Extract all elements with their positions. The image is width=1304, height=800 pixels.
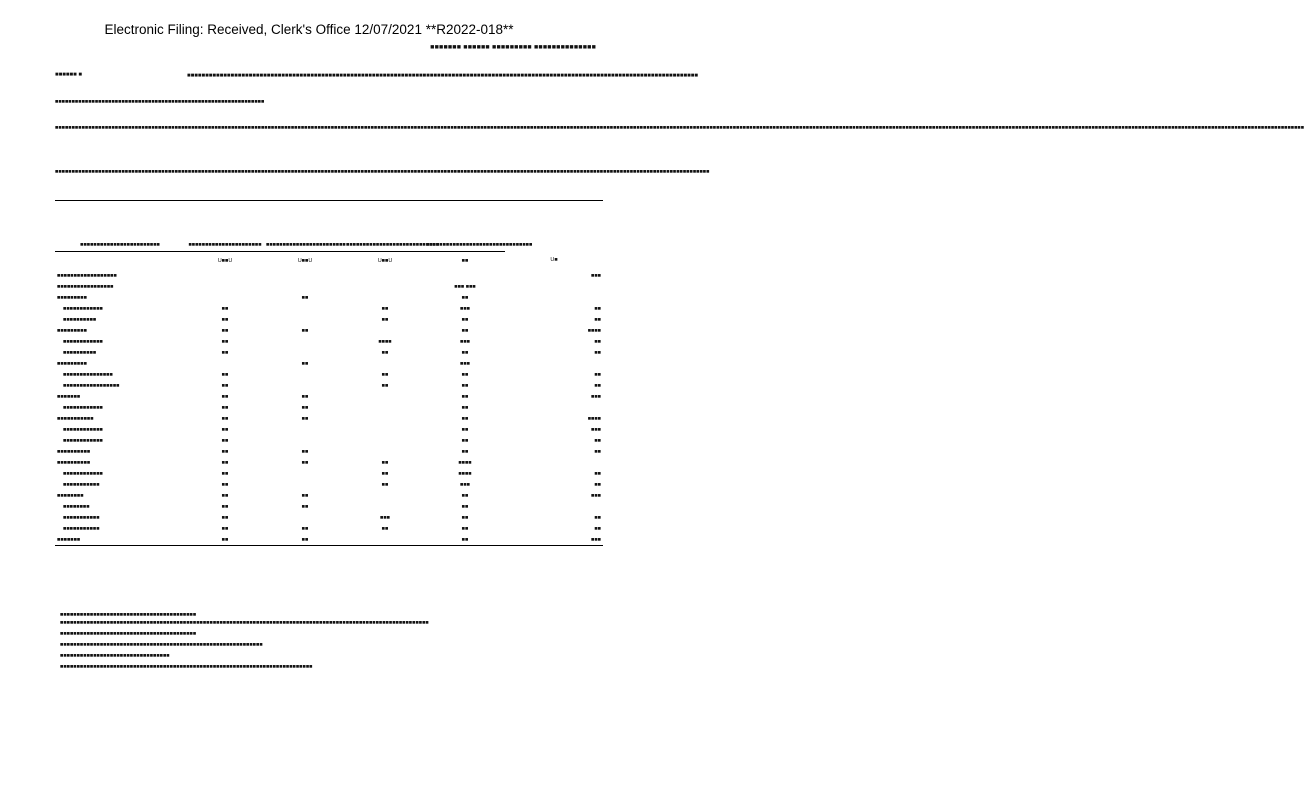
table-cell — [345, 270, 425, 281]
table-cell: ■■ — [221, 481, 229, 488]
table-cell: ■■ — [594, 382, 601, 389]
unit-cell: U■■U — [377, 257, 393, 264]
table-cell: ■■■ — [460, 360, 470, 367]
table-cell: ■■ — [221, 459, 229, 466]
table-units-row — [55, 252, 603, 271]
table-row — [55, 523, 603, 534]
table-cell: ■■ — [301, 404, 309, 411]
table-row — [55, 512, 603, 523]
table-row — [55, 391, 603, 402]
row-label: ■■■■■■■■ — [63, 503, 90, 510]
table-cell — [265, 369, 345, 380]
table-cell: ■■■ ■■■ — [454, 283, 476, 290]
unit-cell: U■■U — [297, 257, 313, 264]
filing-header: Electronic Filing: Received, Clerk's Office 12/07/2021 **R2022-018** — [104, 22, 514, 37]
table-cell — [505, 501, 603, 512]
table-cell: ■■ — [594, 338, 601, 345]
row-label: ■■■■■■■■■■■■■■■■■■ — [57, 272, 117, 279]
unit-cell — [55, 252, 185, 271]
row-label: ■■■■■■■■■■■■ — [63, 305, 103, 312]
table-cell: ■■ — [594, 316, 601, 323]
column-header-2: ■■■■■■■■■■■■■■■■■■■■■■■■ — [265, 201, 345, 252]
table-cell: ■■ — [381, 305, 389, 312]
footnote-item: ■■■■■■■■■■■■■■■■■■■■■■■■■■■■■■■■■■■■■■■■■ — [60, 631, 197, 637]
table-cell — [345, 413, 425, 424]
table-cell: ■■ — [221, 470, 229, 477]
table-cell: ■■ — [301, 503, 309, 510]
table-cell: ■■■■ — [587, 415, 601, 422]
table-row — [55, 413, 603, 424]
table-cell — [425, 270, 505, 281]
table-cell: ■■ — [594, 448, 601, 455]
table-cell: ■■ — [461, 448, 469, 455]
table-cell: ■■ — [594, 525, 601, 532]
table-cell: ■■ — [461, 371, 469, 378]
table-cell: ■■ — [221, 448, 229, 455]
paragraph-3: ■■■■■■■■■■■■■■■■■■■■■■■■■■■■■■■■■■■■■■■■■■■■■■■■■■■■■■■■■■■■■■■■■■■■■■■■■■■■■■■■■■■■■■■■■■■■■■■■■■■■■■■■■■■■■■■■■■■■■■■■■■■■■■■■■■■■■■■■■■■■■■■■■■■■■■■■■■■■■■■■■■■■■■■■■■■■■■■■■■■■■■■■■■■■■■■■■■■■■ — [55, 169, 710, 175]
table-cell: ■■ — [461, 316, 469, 323]
footnote-item: ■■■■■■■■■■■■■■■■■■■■■■■■■■■■■■■■■■■■■■■■■ — [60, 612, 197, 618]
table-cell: ■■ — [221, 525, 229, 532]
table-cell — [345, 325, 425, 336]
table-cell: ■■ — [185, 534, 265, 546]
table-cell — [265, 314, 345, 325]
table-cell: ■■ — [594, 371, 601, 378]
footnote-item: ■■■■■■■■■■■■■■■■■■■■■■■■■■■■■■■■■■■■■■■■■■■■■■■■■■■■■■■■■■■■■■■■■■■■■■■■■■■■■■■■■■■■■■■■■■■■■■■■■■■■■■■■■■■■■■■ — [60, 620, 429, 626]
table-cell: ■■ — [425, 534, 505, 546]
table-cell — [265, 435, 345, 446]
table-cell: ■■ — [461, 294, 469, 301]
row-label: ■■■■■■■■■■ — [57, 448, 91, 455]
table-cell: ■■ — [594, 349, 601, 356]
table-cell: ■■ — [594, 481, 601, 488]
intro-label: ■■■■■■ ■ — [55, 72, 83, 78]
table-row — [55, 534, 603, 546]
table-cell — [265, 336, 345, 347]
table-cell: ■■ — [461, 393, 469, 400]
table-row — [55, 402, 603, 413]
row-label: ■■■■■■■■ — [57, 492, 84, 499]
table-cell: ■■ — [461, 415, 469, 422]
table-cell: ■■■ — [591, 393, 601, 400]
table-cell — [345, 501, 425, 512]
table-cell: ■■■■ — [458, 470, 472, 477]
table-cell — [345, 435, 425, 446]
row-label: ■■■■■■■■■■■■ — [63, 338, 103, 345]
table-cell: ■■ — [301, 492, 309, 499]
row-label: ■■■■■■■■■■■■■■■■■ — [63, 382, 120, 389]
table-cell: ■■ — [461, 349, 469, 356]
table-cell: ■■■ — [505, 534, 603, 546]
table-cell: ■■ — [461, 327, 469, 334]
table-row — [55, 468, 603, 479]
paragraph-1: ■■■■■■■■■■■■■■■■■■■■■■■■■■■■■■■■■■■■■■■■■■■■■■■■■■■■■■■■■■■■■■■ — [55, 99, 265, 105]
table-cell: ■■ — [221, 382, 229, 389]
table-row — [55, 501, 603, 512]
table-cell: ■■■■ — [587, 327, 601, 334]
row-label: ■■■■■■■■■■■■■■■■■ — [57, 283, 114, 290]
table-cell: ■■ — [381, 525, 389, 532]
table-cell — [265, 424, 345, 435]
table-cell: ■■ — [381, 316, 389, 323]
footnote-item: ■■■■■■■■■■■■■■■■■■■■■■■■■■■■■■■■■ — [60, 653, 170, 659]
table-cell: ■■ — [221, 393, 229, 400]
table-cell — [265, 479, 345, 490]
table-cell: ■■ — [221, 514, 229, 521]
table-cell — [345, 281, 425, 292]
data-table — [55, 200, 603, 546]
table-row — [55, 435, 603, 446]
table-cell — [265, 512, 345, 523]
table-cell: ■■ — [461, 382, 469, 389]
row-label: ■■■■■■■■■■ — [57, 459, 91, 466]
table-cell: ■■■ — [380, 514, 390, 521]
table-cell: ■■ — [594, 470, 601, 477]
table-cell: ■■ — [594, 437, 601, 444]
unit-cell: U■ — [550, 257, 558, 264]
row-label: ■■■■■■■■■■■ — [63, 525, 100, 532]
table-cell: ■■ — [301, 294, 309, 301]
table-cell — [345, 402, 425, 413]
table-cell: ■■ — [381, 349, 389, 356]
table-cell — [185, 358, 265, 369]
table-cell — [345, 292, 425, 303]
table-row — [55, 281, 603, 292]
row-label: ■■■■■■■■■ — [57, 327, 87, 334]
table-cell — [345, 358, 425, 369]
table-cell: ■■ — [381, 371, 389, 378]
table-cell: ■■ — [301, 393, 309, 400]
table-cell — [265, 380, 345, 391]
table-row — [55, 479, 603, 490]
table-cell — [185, 270, 265, 281]
unit-cell: U■■U — [217, 257, 233, 264]
footnote-item: ■■■■■■■■■■■■■■■■■■■■■■■■■■■■■■■■■■■■■■■■■■■■■■■■■■■■■■■■■■■■■■■■■■■■■■■■■■■■ — [60, 664, 313, 670]
table-cell: ■■ — [301, 415, 309, 422]
unit-cell: ■■ — [461, 257, 469, 264]
table-cell: ■■ — [301, 360, 309, 367]
row-label: ■■■■■■■■■ — [57, 360, 87, 367]
table-cell — [345, 391, 425, 402]
table-cell: ■■■ — [591, 272, 601, 279]
table-cell — [505, 402, 603, 413]
table-cell — [185, 292, 265, 303]
paragraph-2: ■■■■■■■■■■■■■■■■■■■■■■■■■■■■■■■■■■■■■■■■■■■■■■■■■■■■■■■■■■■■■■■■■■■■■■■■■■■■■■■■■■■■■■■■■■■■■■■■■■■■■■■■■■■■■■■■■■■■■■■■■■■■■■■■■■■■■■■■■■■■■■■■■■■■■■■■■■■■■■■■■■■■■■■■■■■■■■■■■■■■■■■■■■■■■■■■■■■■■■■■■■■■■■■■■■■■■■■■■■■■■■■■■■■■■■■■■■■■■■■■■■■■■■■■■■■■■■■■■■■■■■■■■■■■■■■■■■■■■■■■■■■■■■■■■■■■■■■■■■■■■■■■■■■■■■■■■■■■■■■■■■■■■■■■■■■■■■■■■■■■■■■■■■■■■■■■■■■■■■■■■■■■■■■■■■■■■■■■ — [55, 125, 1304, 131]
row-label: ■■■■■■■■■■ — [63, 316, 97, 323]
row-label: ■■■■■■■■■■■■ — [63, 404, 103, 411]
table-cell — [505, 292, 603, 303]
table-cell — [265, 468, 345, 479]
table-cell — [265, 303, 345, 314]
footnote-item: ■■■■■■■■■■■■■■■■■■■■■■■■■■■■■■■■■■■■■■■■■■■■■■■■■■■■■■■■■■■■■ — [60, 642, 263, 648]
table-cell: ■■ — [461, 404, 469, 411]
table-cell: ■■ — [221, 415, 229, 422]
table-cell: ■■ — [221, 492, 229, 499]
row-label: ■■■■■■■■■■■■ — [63, 437, 103, 444]
table-cell: ■■ — [221, 371, 229, 378]
table-cell: ■■ — [461, 525, 469, 532]
table-cell — [265, 347, 345, 358]
table-cell: ■■ — [221, 426, 229, 433]
row-label: ■■■■■■■■■ — [57, 294, 87, 301]
table-cell: ■■ — [461, 426, 469, 433]
table-cell: ■■ — [594, 514, 601, 521]
table-cell — [505, 457, 603, 468]
table-row — [55, 490, 603, 501]
table-row — [55, 347, 603, 358]
table-cell: ■■ — [221, 338, 229, 345]
row-label: ■■■■■■■■■■ — [63, 349, 97, 356]
table-cell — [345, 534, 425, 546]
document-subtitle: ■■■■■■■ ■■■■■■ ■■■■■■■■■ ■■■■■■■■■■■■■■ — [430, 44, 596, 51]
table-cell — [265, 281, 345, 292]
table-cell: ■■ — [301, 448, 309, 455]
table-cell — [505, 281, 603, 292]
table-row — [55, 336, 603, 347]
table-cell: ■■■■ — [458, 459, 472, 466]
column-header-4: ■■■■■■■■■■■■■■■■■■■■■■■■■■■■■■■■ — [425, 201, 505, 252]
table-cell: ■■ — [381, 459, 389, 466]
table-cell: ■■ — [301, 459, 309, 466]
table-cell — [345, 446, 425, 457]
table-row — [55, 424, 603, 435]
table-row — [55, 446, 603, 457]
row-label: ■■■■■■■ — [57, 393, 81, 400]
table-row — [55, 325, 603, 336]
table-cell — [505, 358, 603, 369]
table-row — [55, 380, 603, 391]
table-cell: ■■■■ — [378, 338, 392, 345]
table-cell: ■■ — [265, 534, 345, 546]
row-label: ■■■■■■■■■■■ — [63, 481, 100, 488]
row-label: ■■■■■■■■■■■■■■■ — [63, 371, 113, 378]
row-label: ■■■■■■■■■■■■ — [63, 470, 103, 477]
table-cell — [185, 281, 265, 292]
table-cell — [345, 424, 425, 435]
row-label: ■■■■■■■■■■■ — [57, 415, 94, 422]
table-cell: ■■ — [594, 305, 601, 312]
table-row — [55, 369, 603, 380]
table-cell — [265, 270, 345, 281]
row-label: ■■■■■■■ — [55, 534, 185, 546]
table-row — [55, 314, 603, 325]
table-cell: ■■ — [221, 404, 229, 411]
column-header-1: ■■■■■■■■■■■■■■■■■■■■■■ — [185, 201, 265, 252]
table-row — [55, 457, 603, 468]
table-cell: ■■ — [301, 327, 309, 334]
table-cell: ■■ — [221, 349, 229, 356]
table-cell: ■■■ — [591, 492, 601, 499]
table-cell: ■■■ — [460, 338, 470, 345]
table-cell: ■■ — [461, 437, 469, 444]
footnotes — [60, 612, 600, 675]
table-cell: ■■ — [221, 503, 229, 510]
column-header-item: ■■■■■■■■■■■■■■■■■■■■■■■■ — [55, 201, 185, 252]
table-header-row — [55, 201, 603, 252]
table-cell — [345, 490, 425, 501]
table-cell: ■■ — [461, 492, 469, 499]
table-cell: ■■ — [381, 382, 389, 389]
table-row — [55, 358, 603, 369]
table-cell: ■■ — [221, 305, 229, 312]
table-cell: ■■ — [221, 316, 229, 323]
table-cell: ■■■ — [591, 426, 601, 433]
row-label: ■■■■■■■■■■■ — [63, 514, 100, 521]
table-row — [55, 270, 603, 281]
table-cell: ■■ — [221, 327, 229, 334]
table-cell: ■■■ — [460, 481, 470, 488]
table-cell: ■■ — [221, 437, 229, 444]
table-cell: ■■ — [461, 514, 469, 521]
table-cell: ■■ — [461, 503, 469, 510]
table-row — [55, 303, 603, 314]
column-header-3: ■■■■■■■■■■■■■■■■■■■■■■■■■■■■ — [345, 201, 425, 252]
table-cell: ■■ — [381, 470, 389, 477]
table-cell: ■■ — [301, 525, 309, 532]
table-cell: ■■ — [381, 481, 389, 488]
table-cell: ■■■ — [460, 305, 470, 312]
row-label: ■■■■■■■■■■■■ — [63, 426, 103, 433]
table-row — [55, 292, 603, 303]
intro-text: ■■■■■■■■■■■■■■■■■■■■■■■■■■■■■■■■■■■■■■■■■■■■■■■■■■■■■■■■■■■■■■■■■■■■■■■■■■■■■■■■■■■■■■■■■■■■■■■■■■■■■■■■■■■■■■■■■■■■■■■■■■■■■■■■■■■■■■■■■■■■■ — [187, 73, 698, 79]
